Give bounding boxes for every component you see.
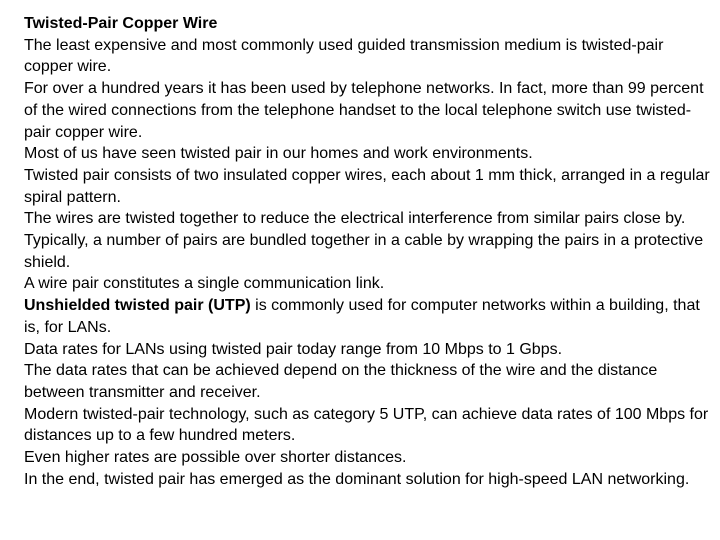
paragraph-link: A wire pair constitutes a single communication link. bbox=[24, 275, 385, 293]
paragraph-cost: The least expensive and most commonly used guided transmission medium is twisted-pair copper wire. bbox=[24, 36, 664, 76]
paragraph-bundling: Typically, a number of pairs are bundled together in a cable by wrapping the pairs in a protective shield. bbox=[24, 232, 704, 271]
paragraph-category5: Modern twisted-pair technology, such as category 5 UTP, can achieve data rates of 100 Mbps for distances up to a few hundred meters. bbox=[24, 405, 709, 445]
paragraph-thickness: The data rates that can be achieved depend on the thickness of the wire and the distance between transmitter and receiver. bbox=[24, 362, 658, 401]
paragraph-composition: Twisted pair consists of two insulated copper wires, each about 1 mm thick, arranged in a regular spiral pattern. bbox=[24, 166, 710, 206]
paragraph-higher-rates: Even higher rates are possible over shorter distances. bbox=[24, 449, 407, 467]
paragraph-homes: Most of us have seen twisted pair in our homes and work environments. bbox=[24, 145, 533, 163]
paragraph-interference: The wires are twisted together to reduce the electrical interference from similar pairs close by. bbox=[24, 210, 686, 228]
utp-term: Unshielded twisted pair (UTP) bbox=[24, 297, 251, 315]
paragraph-data-rates: Data rates for LANs using twisted pair today range from 10 Mbps to 1 Gbps. bbox=[24, 340, 563, 358]
paragraph-conclusion: In the end, twisted pair has emerged as the dominant solution for high-speed LAN networking. bbox=[24, 470, 690, 488]
paragraph-utp bbox=[24, 295, 714, 338]
document-title: Twisted-Pair Copper Wire bbox=[24, 15, 218, 32]
document-body bbox=[24, 13, 714, 490]
utp-description: is commonly used for computer networks within a building, that is, for LANs. bbox=[24, 297, 700, 336]
paragraph-telephone-history: For over a hundred years it has been used by telephone networks. In fact, more than 99 percent of the wired connections from the telephone handset to the local telephone switch use twisted-pair copper wire. bbox=[24, 80, 704, 141]
